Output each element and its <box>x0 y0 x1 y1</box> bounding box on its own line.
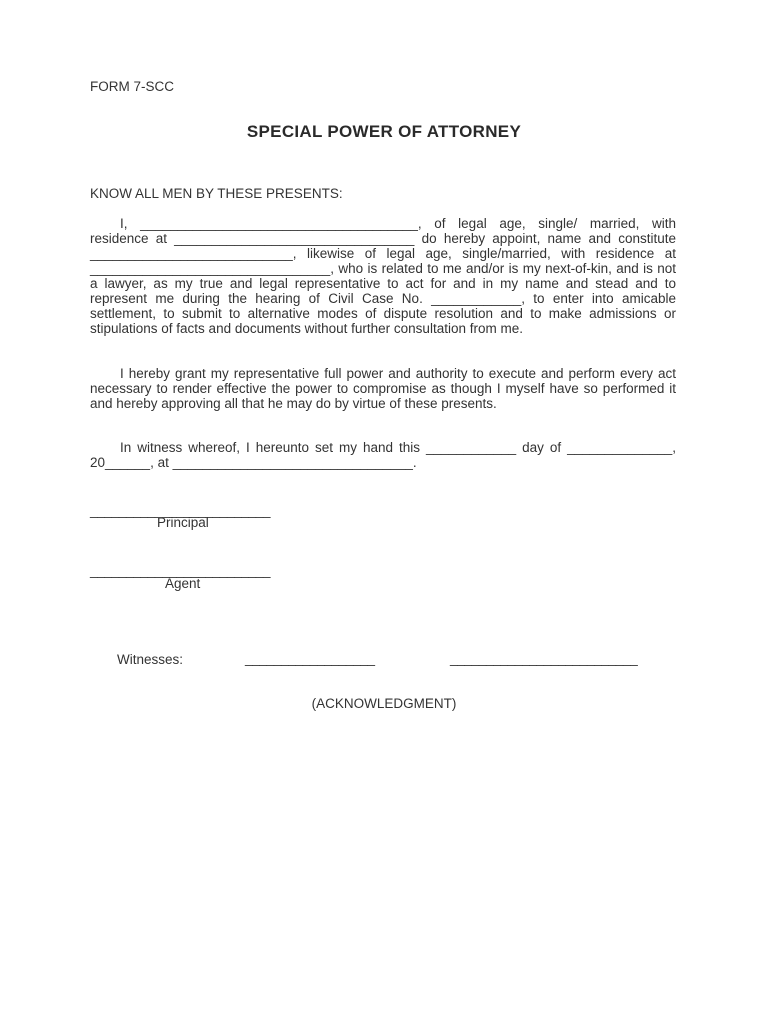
document-title: SPECIAL POWER OF ATTORNEY <box>246 122 522 141</box>
witnesses-label: Witnesses: <box>117 652 184 667</box>
witness-signature-line-1: __________________ <box>245 651 375 666</box>
witness-signature-line-2: __________________________ <box>450 651 638 666</box>
paragraph-witness-whereof: In witness whereof, I hereunto set my hand this ____________ day of ______________, 20______, at ________________________________. <box>90 440 676 470</box>
agent-signature-line: _________________________ <box>90 563 271 578</box>
principal-signature-line: _________________________ <box>90 503 271 518</box>
paragraph-grant: I hereby grant my representative full power and authority to execute and perform every act necessary to render effective the power to compromise as though I myself have so performed it and hereby approving all that he may do by virtue of these presents. <box>90 366 676 411</box>
agent-label: Agent <box>165 576 201 591</box>
salutation: KNOW ALL MEN BY THESE PRESENTS: <box>90 186 343 201</box>
principal-label: Principal <box>157 515 209 530</box>
acknowledgment-heading: (ACKNOWLEDGMENT) <box>311 696 457 711</box>
form-code: FORM 7-SCC <box>90 79 174 94</box>
paragraph-appointment: I, _____________________________________, of legal age, single/ married, with residence at ________________________________ do hereby appoint, name and constitute ___________________________, likewise of legal age, single/married, with residence at ________________________________, who is related to me and/or is my next-of-kin, and is not a lawyer, as my true and legal representative to act for and in my name and stead and to represent me during the hearing of Civil Case No. ____________, to enter into amicable settlement, to submit to alternative modes of dispute resolution and to make admissions or stipulations of facts and documents without further consultation from me. <box>90 216 676 336</box>
